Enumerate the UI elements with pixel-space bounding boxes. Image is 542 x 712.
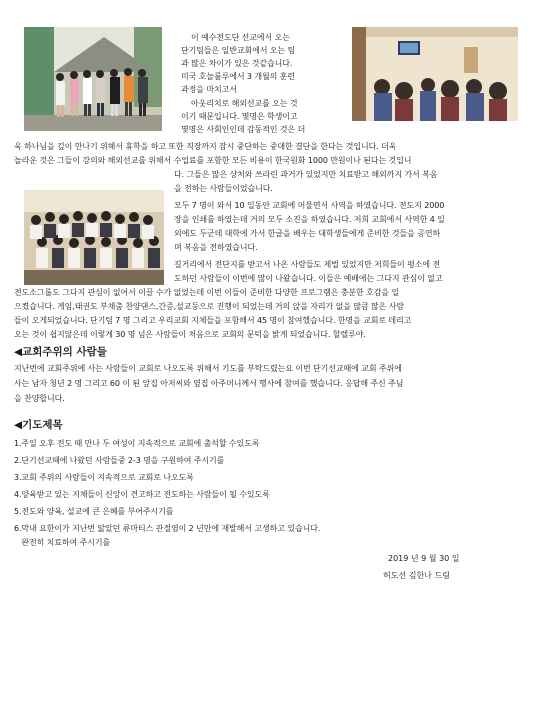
prayer-item: 3.교회 주위의 사람들이 지속적으로 교회로 나오도록 <box>14 473 194 482</box>
team-outdoor-photo <box>24 27 162 131</box>
church-worship-photo <box>352 27 518 121</box>
prayer-item: 5.전도와 양육, 설교에 큰 은혜를 부어주시기를 <box>14 507 174 516</box>
intro-line: 아웃리치로 해외선교를 오는 것 <box>191 99 298 108</box>
intro-line: 몇명은 사회인인데 감동적인 것은 더 <box>181 125 306 134</box>
body-line: 으켰습니다. 게임,태권도 부채춤 찬양댄스,간증,설교등으로 진행이 되었는데 거의 앉을 자리가 없을 많큼 많은 사람 <box>14 302 404 311</box>
intro-line: 미국 호놀룰루에서 3 개월의 훈련 <box>181 72 295 81</box>
body-line: 길거리에서 전단지를 받고서 나온 사람들도 제법 있었지만 저희들이 평소에 전 <box>174 260 441 269</box>
prayer-item: 1.주일 오후 전도 때 만나 두 여성이 지속적으로 교회에 출석할 수있도록 <box>14 439 260 448</box>
prayer-item: 4.양육받고 있는 지체들이 신앙이 견고하고 전도하는 사람들이 될 수있도록 <box>14 490 270 499</box>
section-heading-prayer-topics: ◀기도제목 <box>14 419 63 431</box>
body-line: 도하던 사람들이 이번에 많이 나왔습니다. 이들은 예배에는 그다지 관심이 없고 <box>174 274 443 283</box>
body-line: 다. 그들은 많은 상처와 쓰라린 과거가 있었지만 치료받고 해외까지 가서 복음 <box>174 170 438 179</box>
prayer-item: 완전히 치료하여 주시기를 <box>14 538 111 547</box>
body-line: 놀라운 것은 그들이 강의와 해외선교를 위해서 수업료를 포함한 모든 비용이 한국원화 1000 만원이나 된다는 것입니 <box>14 156 412 165</box>
intro-line: 이기 때문입니다. 몇명은 학생이고 <box>181 112 298 121</box>
group-indoor-photo <box>24 190 164 285</box>
intro-line: 이 예수전도단 선교에서 오는 <box>191 33 290 42</box>
body-line: 욱 하나님을 깊이 만나기 위해서 휴학을 하고 또한 직장까지 잠시 중단하는 중대한 결단을 한다는 것입니다. 더욱 <box>14 142 397 151</box>
intro-line: 과 많은 차이가 있은 것같습니다. <box>181 59 293 68</box>
body-line: 며 복음을 전하였습니다. <box>174 243 258 252</box>
section-heading-church-neighbors: ◀교회주위의 사람들 <box>14 346 107 358</box>
intro-line: 과정을 마치고서 <box>181 85 237 94</box>
prayer-item: 6.막내 요한이가 지난번 앓았던 류마티스 관절염이 2 년만에 재발해서 고생하고 있습니다. <box>14 524 321 533</box>
body-line: 모두 7 명이 와서 10 일동안 교회에 머물면서 사역을 하였습니다. 전도지 2000 <box>174 201 445 210</box>
body-line: 외에도 두군데 대학에 가서 한글을 배우는 대학생들에게 준비한 것들을 공연하 <box>174 229 441 238</box>
body-line: 지난번에 교회주위에 사는 사람들이 교회로 나오도록 위해서 기도를 부탁드렸는요 이번 단기선교때에 교회 주위에 <box>14 364 402 373</box>
body-line: 사는 남자 청년 2 명 그리고 60 이 된 앞집 아저씨와 옆집 아주머니께서 행사에 참여를 했습니다. 응답해 주신 주님 <box>14 379 404 388</box>
body-line: 전도소그룹도 그다지 관심이 없어서 이끌 수가 없었는데 이번 이들이 준비한 다양한 프로그램은 충분한 호감을 일 <box>14 288 400 297</box>
body-line: 을 전하는 사람들이었습니다. <box>174 184 273 193</box>
body-line: 장을 인쇄를 하였는데 거의 모두 소진을 하였습니다. 저희 교회에서 사역한 4 일 <box>174 215 445 224</box>
body-line: 오는 것이 쉽지않은데 이렇게 30 명 넘은 사람들이 처음으로 교회의 문턱을 밝게 되었습니다. 할렐루야. <box>14 330 366 339</box>
prayer-item: 2.단기선교때에 나왔던 사람들중 2-3 명을 구원하여 주시기를 <box>14 456 225 465</box>
letter-signature: 허도선 김한나 드림 <box>383 571 450 580</box>
body-line: 을 찬양합니다. <box>14 394 65 403</box>
letter-date: 2019 년 9 월 30 일 <box>388 554 460 563</box>
intro-line: 단기팀들은 일반교회에서 오는 팀 <box>181 46 296 55</box>
body-line: 들이 오게되었습니다. 단기팀 7 명 그리고 우리교회 지체들을 포함해서 45 명이 참여했습니다. 한명을 교회로 데리고 <box>14 316 412 325</box>
